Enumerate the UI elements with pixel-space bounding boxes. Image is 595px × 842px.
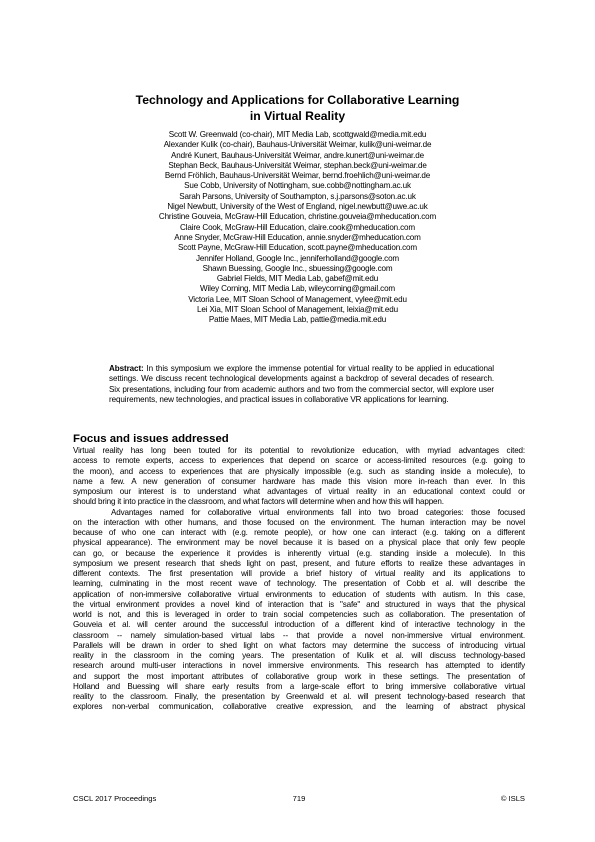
body-line: name a few. A new generation of consumer hardware has made this vision more in-reach than ever. In this: [73, 476, 525, 486]
body-line: world is not, and this is leveraged in order to train social competencies such as collaboration. The presentation of: [73, 610, 525, 619]
body-line: Virtual reality has long been touted for its potential to revolutionize education, with myriad advantages cited:: [73, 446, 525, 455]
author-line: Claire Cook, McGraw-Hill Education, claire.cook@mheducation.com: [180, 222, 415, 232]
body-line: explores non-verbal communication, collaborative creative expression, and the learning of abstract physical: [73, 702, 525, 712]
body-line: can go, or because the experience it provides is inherently virtual (e.g. standing inside a molecule). In this: [73, 548, 525, 558]
body-line: on the interaction with other humans, and those focused on the environment. The human interaction may be novel: [73, 517, 525, 527]
body-line: and support the most important attributes of collaborative group work in these settings. The presentation of: [73, 671, 525, 681]
body-line: should bring it into practice in the classroom, and what factors will determine when and how this will happen.: [73, 497, 444, 507]
body-line: application of non-immersive collaborative virtual environments to education of students with autism. In this case,: [73, 589, 525, 599]
body-line: access to remote experts, access to experiences that depend on scarce or access-limited resources (e.g. going to: [73, 456, 525, 466]
abstract-label: Abstract:: [109, 364, 144, 373]
title-line-1: Technology and Applications for Collaborative Learning: [135, 93, 460, 107]
author-line: Gabriel Fields, MIT Media Lab, gabef@mit.edu: [216, 274, 379, 284]
author-line: Jennifer Holland, Google Inc., jenniferholland@google.com: [195, 253, 400, 263]
author-line: Nigel Newbutt, University of the West of England, nigel.newbutt@uwe.ac.uk: [167, 202, 428, 212]
page-number: 719: [292, 794, 306, 803]
body-line: Advantages named for collaborative virtual environments fall into two broad categories: those focused: [111, 507, 525, 517]
body-line: research around multi-user interactions in novel immersive environments. This research has attempted to identify: [73, 661, 525, 671]
body-line: Holland and Buessing will share early results from a large-scale effort to bring immersive collaborative virtual: [73, 681, 525, 691]
author-line: Wiley Corning, MIT Media Lab, wileycorning@gmail.com: [199, 284, 396, 294]
author-line: Victoria Lee, MIT Sloan School of Management, vylee@mit.edu: [188, 294, 407, 304]
section-body: [73, 446, 525, 713]
body-line: reality to the classroom. Finally, the presentation by Greenwald et al. will present technology-based research that: [73, 692, 525, 701]
footer-proceedings: CSCL 2017 Proceedings: [73, 794, 157, 803]
body-line: Parallels will be drawn in order to shed light on what factors may determine the success of introducing virtual: [73, 640, 525, 650]
body-line: symposium we present research that sheds light on past, present, and future efforts to realize these advantages in: [73, 558, 525, 568]
author-line: André Kunert, Bauhaus-Universität Weimar, andre.kunert@uni-weimar.de: [171, 150, 424, 160]
author-line: Lei Xia, MIT Sloan School of Management, leixia@mit.edu: [197, 305, 398, 315]
author-list: [0, 130, 595, 326]
body-line: the moon), and access to experiences that are physically impossible (e.g. such as standing inside a molecule), to: [73, 466, 525, 476]
author-line: Stephan Beck, Bauhaus-Universität Weimar, stephan.beck@uni-weimar.de: [168, 160, 427, 170]
author-line: Alexander Kulik (co-chair), Bauhaus-Universität Weimar, kulik@uni-weimar.de: [163, 140, 432, 150]
abstract-text: In this symposium we explore the immense potential for virtual reality to be applied in educational settings. We discuss recent technological developments against a backdrop of several decades of research. Six presentations, including four from academic authors and two from the commercial sector, will explore user requirements, new technologies, and practical issues in collaborative VR applications for learning.: [109, 364, 494, 404]
body-line: reality in the classroom in the coming years. The presentation of Kulik et al. will discuss technology-based: [73, 651, 525, 660]
body-line: Gouveia et al. will center around the successful introduction of a different kind of interactive technology in the: [73, 620, 525, 630]
author-line: Anne Snyder, McGraw-Hill Education, annie.snyder@mheducation.com: [174, 232, 421, 242]
author-line: Shawn Buessing, Google Inc., sbuessing@google.com: [202, 263, 393, 273]
body-line: physical appearance). The environment may be novel because it is based on a physical place that only few people: [73, 538, 525, 548]
body-line: learning, culminating in the most recent wave of technology. The presentation of Cobb et al. will describe the: [73, 579, 525, 589]
author-line: Scott Payne, McGraw-Hill Education, scott.payne@mheducation.com: [178, 243, 417, 253]
body-line: symposium our interest is to understand what advantages of virtual reality in an educational context could or: [73, 487, 525, 496]
title-line-2: in Virtual Reality: [249, 109, 346, 123]
body-line: different contexts. The first presentation will provide a brief history of virtual reality and its applications to: [73, 569, 525, 578]
footer-copyright: © ISLS: [500, 794, 525, 803]
author-line: Pattie Maes, MIT Media Lab, pattie@media.mit.edu: [208, 315, 387, 325]
abstract: [109, 364, 494, 405]
author-line: Christine Gouveia, McGraw-Hill Education, christine.gouveia@mheducation.com: [158, 212, 437, 222]
author-line: Bernd Fröhlich, Bauhaus-Universität Weimar, bernd.froehlich@uni-weimar.de: [164, 171, 431, 181]
paper-title: [0, 92, 595, 124]
body-line: classroom -- namely simulation-based virtual labs -- that provide a novel non-immersive virtual environment.: [73, 630, 525, 640]
body-line: because of who one can interact with (e.g. remote people), or how one can interact (e.g. taking on a different: [73, 528, 525, 537]
author-line: Scott W. Greenwald (co-chair), MIT Media Lab, scottgwald@media.mit.edu: [168, 130, 427, 139]
author-line: Sue Cobb, University of Nottingham, sue.cobb@nottingham.ac.uk: [184, 181, 411, 191]
section-heading: Focus and issues addressed: [73, 433, 229, 445]
author-line: Sarah Parsons, University of Southampton, s.j.parsons@soton.ac.uk: [179, 191, 416, 201]
body-line: the virtual environment provides a novel kind of interaction that is "safe" and structured in ways that the physical: [73, 599, 525, 609]
